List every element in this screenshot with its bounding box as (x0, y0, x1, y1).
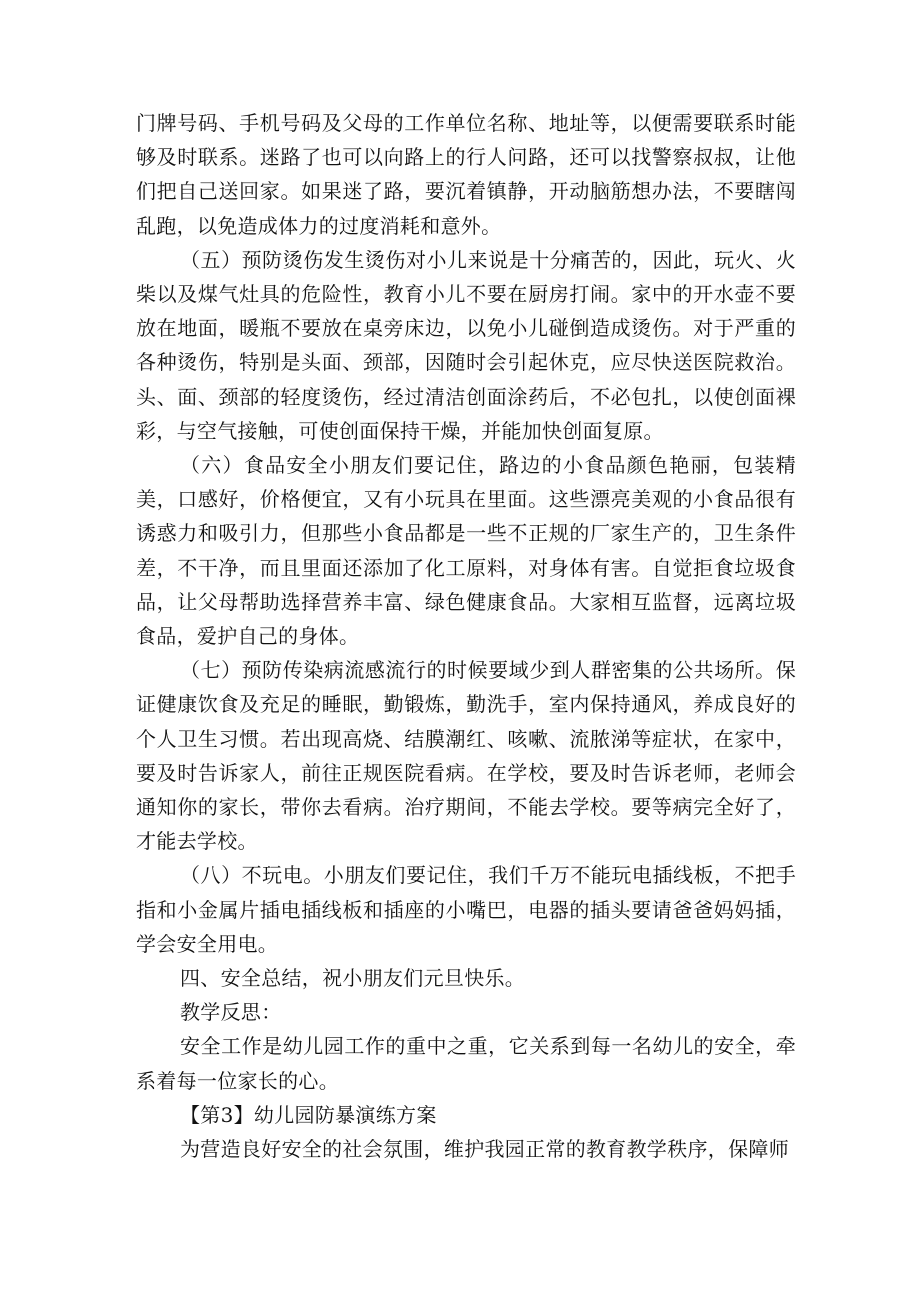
paragraph-drill-intro: 为营造良好安全的社会氛围，维护我园正常的教育教学秩序，保障师 (180, 1137, 789, 1162)
paragraph-food-safety: （六）食品安全小朋友们要记住，路边的小食品颜色艳丽，包装精美，口感好，价格便宜，又有小玩具在里面。这些漂亮美观的小食品很有诱惑力和吸引力，但那些小食品都是一些不正规的厂家生产的，卫生条件差，不干净，而且里面还添加了化工原料，对身体有害。自觉拒食垃圾食品，让父母帮助选择营养丰富、绿色健康食品。大家相互监督，远离垃圾食品，爱护自己的身体。 (136, 453, 796, 649)
paragraph-reflection-body: 安全工作是幼儿园工作的重中之重，它关系到每一名幼儿的安全，牵系着每一位家长的心。 (136, 1034, 796, 1093)
paragraph-infectious-disease: （七）预防传染病流感流行的时候要域少到人群密集的公共场所。保证健康饮食及充足的睡眠，勤锻炼，勤洗手，室内保持通风，养成良好的个人卫生习惯。若出现高烧、结膜潮红、咳嗽、流脓涕等症状，在家中，要及时告诉家人，前往正规医院看病。在学校，要及时告诉老师，老师会通知你的家长，带你去看病。治疗期间，不能去学校。要等病完全好了，才能去学校。 (136, 658, 796, 854)
paragraph-safety-summary: 四、安全总结，祝小朋友们元旦快乐。 (180, 966, 526, 991)
paragraph-address-info: 门牌号码、手机号码及父母的工作单位名称、地址等，以便需要联系时能够及时联系。迷路了也可以向路上的行人问路，还可以找警察叔叔，让他们把自己送回家。如果迷了路，要沉着镇静，开动脑筋想办法，不要瞎闯乱跑，以免造成体力的过度消耗和意外。 (136, 111, 796, 238)
paragraph-burn-prevention: （五）预防烫伤发生烫伤对小儿来说是十分痛苦的，因此，玩火、火柴以及煤气灶具的危险性，教育小儿不要在厨房打闹。家中的开水壶不要放在地面，暖瓶不要放在桌旁床边，以免小儿碰倒造成烫伤。对于严重的各种烫伤，特别是头面、颈部，因随时会引起休克，应尽快送医院救治。头、面、颈部的轻度烫伤，经过清洁创面涂药后，不必包扎，以使创面裸彩，与空气接触，可使创面保持干燥，并能加快创面复原。 (136, 247, 796, 443)
paragraph-electricity-safety: （八）不玩电。小朋友们要记住，我们千万不能玩电插线板，不把手指和小金属片插电插线板和插座的小嘴巴，电器的插头要请爸爸妈妈插，学会安全用电。 (136, 863, 796, 956)
paragraph-reflection-heading: 教学反思： (180, 1000, 282, 1025)
section-heading-drill-plan: 【第3】幼儿园防暴演练方案 (180, 1102, 437, 1127)
document-body (136, 106, 796, 1166)
